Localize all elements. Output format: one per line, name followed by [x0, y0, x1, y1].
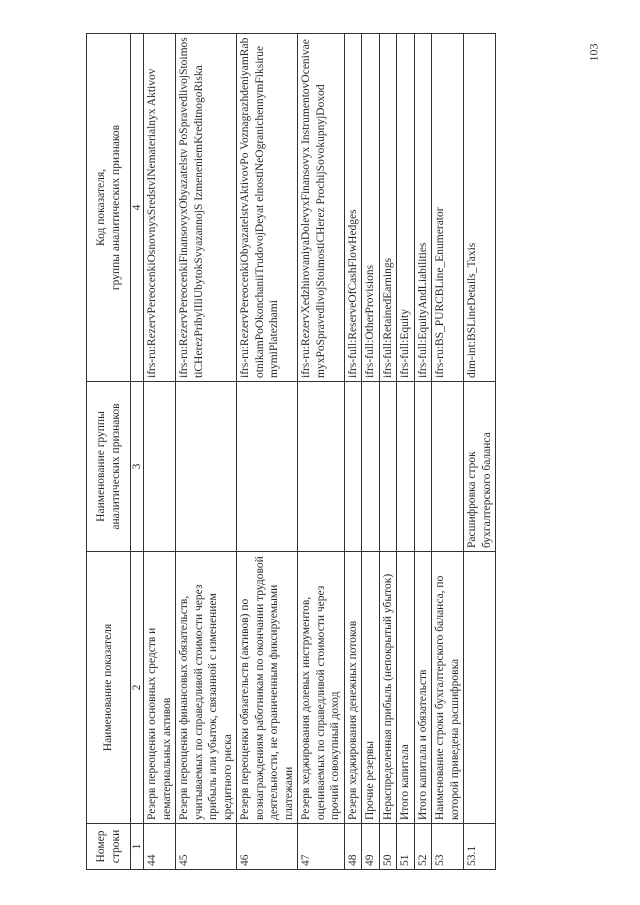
table-row: [176, 34, 237, 870]
row-number: 53: [432, 824, 464, 870]
indicator-name: Резерв переоценки обязательств (активов) по вознаграждениям работникам по окончании трудовой деятельности, не ограниченным фиксируемыми платежами: [237, 552, 298, 824]
row-number: 49: [362, 824, 380, 870]
indicator-name: Наименование строки бухгалтерского баланса, по которой приведена расшифровка: [432, 552, 464, 824]
table-row: [144, 34, 176, 870]
table-row: [379, 34, 397, 870]
indicator-code: ifrs-full:ReserveOfCashFlowHedges: [344, 34, 362, 382]
indicator-name: Итого капитала и обязательств: [414, 552, 432, 824]
group-name: [414, 382, 432, 552]
header-group-name: Наименование группы аналитических признаков: [87, 382, 131, 552]
table-row: [344, 34, 362, 870]
table-row: [362, 34, 380, 870]
group-name: Расшифровка строк бухгалтерского баланса: [464, 382, 496, 552]
indicator-table: [86, 33, 496, 870]
indicator-code: ifrs-full:OtherProvisions: [362, 34, 380, 382]
group-name: [362, 382, 380, 552]
indicator-code: ifrs-ru:RezervPereocenkiOsnovnyxSredstvINematerialnyx Aktivov: [144, 34, 176, 382]
document-page: [86, 34, 576, 870]
indicator-name: Нераспределенная прибыль (непокрытый убыток): [379, 552, 397, 824]
indicator-name: Резерв переоценки финансовых обязательств, учитываемых по справедливой стоимости через прибыль или убыток, связанной с изменением кредитного риска: [176, 552, 237, 824]
column-number: 3: [131, 382, 144, 552]
column-number-row: [131, 34, 144, 870]
row-number: 44: [144, 824, 176, 870]
header-code-line2: группы аналитических признаков: [109, 124, 122, 291]
table-row: [414, 34, 432, 870]
header-code: [87, 34, 131, 382]
row-number: 48: [344, 824, 362, 870]
indicator-code: ifrs-ru:RezervPereocenkiFinansovyxObyazatelstv PoSpravedlivojStoimostiCHerezPribylIliUbytokSvyazannojS IzmeneniemKreditnogoRiska: [176, 34, 237, 382]
row-number: 50: [379, 824, 397, 870]
column-number: 4: [131, 34, 144, 382]
group-name: [379, 382, 397, 552]
header-code-line1: Код показателя,: [95, 168, 107, 247]
indicator-code: dim-int:BSLineDetails_Taxis: [464, 34, 496, 382]
indicator-code: ifrs-full:EquityAndLiabilities: [414, 34, 432, 382]
group-name: [176, 382, 237, 552]
indicator-name: Итого капитала: [397, 552, 415, 824]
group-name: [344, 382, 362, 552]
group-name: [144, 382, 176, 552]
header-row-number: Номер строки: [87, 824, 131, 870]
column-number: 2: [131, 552, 144, 824]
group-name: [237, 382, 298, 552]
indicator-name: Резерв хеджирования долевых инструментов, оцениваемых по справедливой стоимости через прочий совокупный доход: [298, 552, 345, 824]
header-indicator-name: Наименование показателя: [87, 552, 131, 824]
indicator-code: ifrs-full:RetainedEarnings: [379, 34, 397, 382]
row-number: 52: [414, 824, 432, 870]
table-row: [432, 34, 464, 870]
group-name: [298, 382, 345, 552]
row-number: 53.1: [464, 824, 496, 870]
indicator-code: ifrs-ru:RezervXedzhirovaniyaDolevyxFinansovyx InstrumentovOcenivaemyxPoSpravedlivojStoimostiCHerez ProchijSovokupnyjDoxod: [298, 34, 345, 382]
indicator-name: Прочие резервы: [362, 552, 380, 824]
indicator-code: ifrs-ru:RezervPereocenkiObyazatelstvAktivovPo VoznagrazhdeniyamRabotnikamPoOkonchaniiTrudovojDeyat elnostiNeOgranichennymFiksiruemymiPlatezhami: [237, 34, 298, 382]
row-number: 46: [237, 824, 298, 870]
indicator-name: Резерв переоценки основных средств и нематериальных активов: [144, 552, 176, 824]
group-name: [432, 382, 464, 552]
indicator-code: ifrs-ru:BS_PURCBLine_Enumerator: [432, 34, 464, 382]
table-row: [298, 34, 345, 870]
group-name: [397, 382, 415, 552]
page-number: 103: [586, 43, 601, 62]
indicator-name: Резерв хеджирования денежных потоков: [344, 552, 362, 824]
table-row: [237, 34, 298, 870]
row-number: 51: [397, 824, 415, 870]
row-number: 47: [298, 824, 345, 870]
table-row: [397, 34, 415, 870]
indicator-code: ifrs-full:Equity: [397, 34, 415, 382]
table-row: [464, 34, 496, 870]
row-number: 45: [176, 824, 237, 870]
column-number: 1: [131, 824, 144, 870]
indicator-name: [464, 552, 496, 824]
table-header-row: [87, 34, 131, 870]
